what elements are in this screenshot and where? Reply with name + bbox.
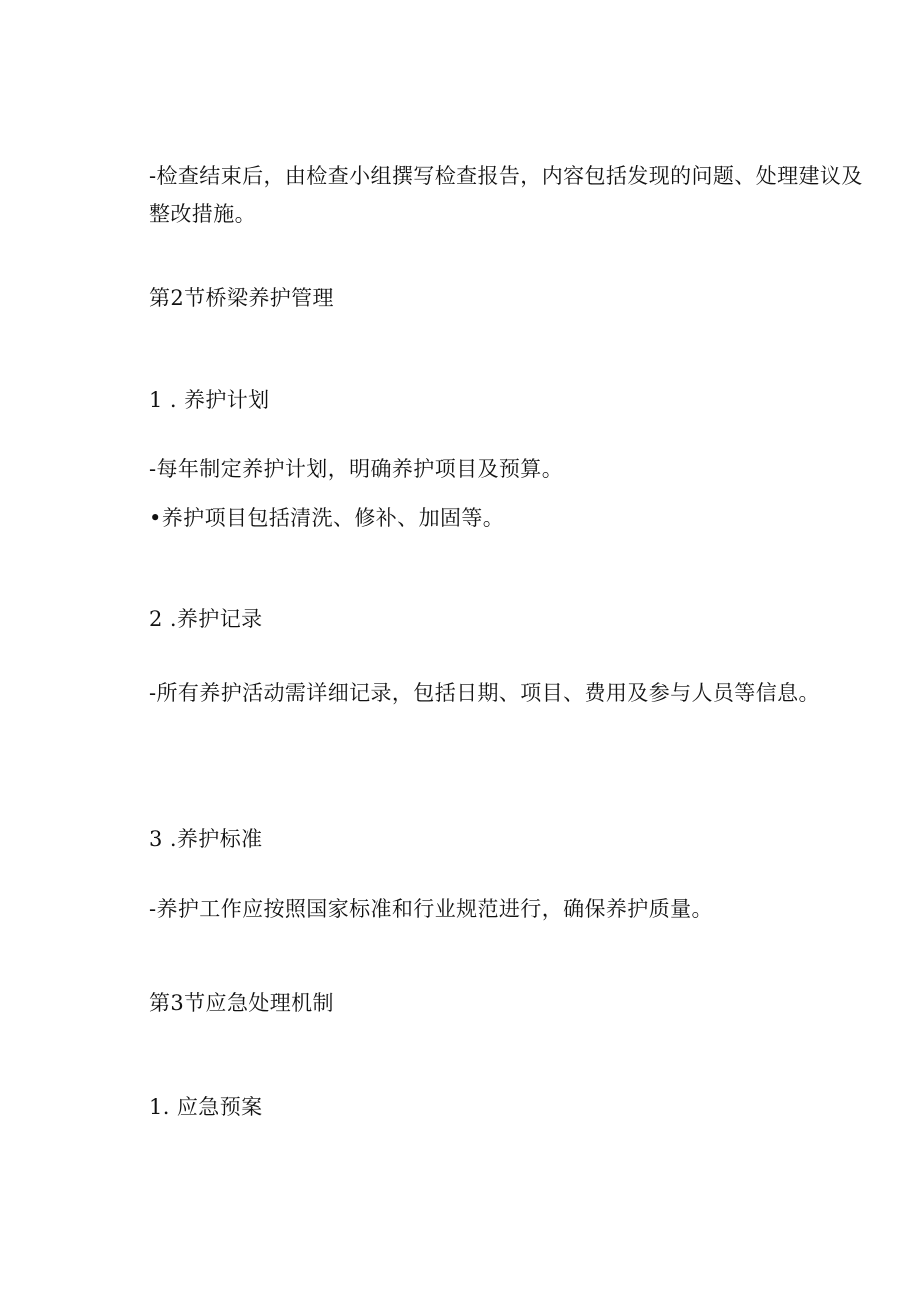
section-2-title: 第2节桥梁养护管理 xyxy=(149,286,334,310)
section-2-item-3-text-1: -养护工作应按照国家标准和行业规范进行，确保养护质量。 xyxy=(149,897,713,921)
section-2-item-1-heading: 1 . 养护计划 xyxy=(149,388,270,412)
section-2-item-2-heading: 2 .养护记录 xyxy=(149,607,263,631)
section-3-title: 第3节应急处理机制 xyxy=(149,991,334,1015)
section-2-item-3-heading: 3 .养护标准 xyxy=(149,827,263,851)
section-2-item-1-text-1: -每年制定养护计划，明确养护项目及预算。 xyxy=(149,457,564,481)
paragraph-inspection-report: -检查结束后，由检查小组撰写检查报告，内容包括发现的问题、处理建议及整改措施。 xyxy=(149,164,863,226)
section-3-item-1-heading: 1. 应急预案 xyxy=(149,1095,263,1119)
section-2-item-1-text-2: •养护项目包括清洗、修补、加固等。 xyxy=(149,506,505,530)
section-2-item-2-text-1: -所有养护活动需详细记录，包括日期、项目、费用及参与人员等信息。 xyxy=(149,681,820,705)
